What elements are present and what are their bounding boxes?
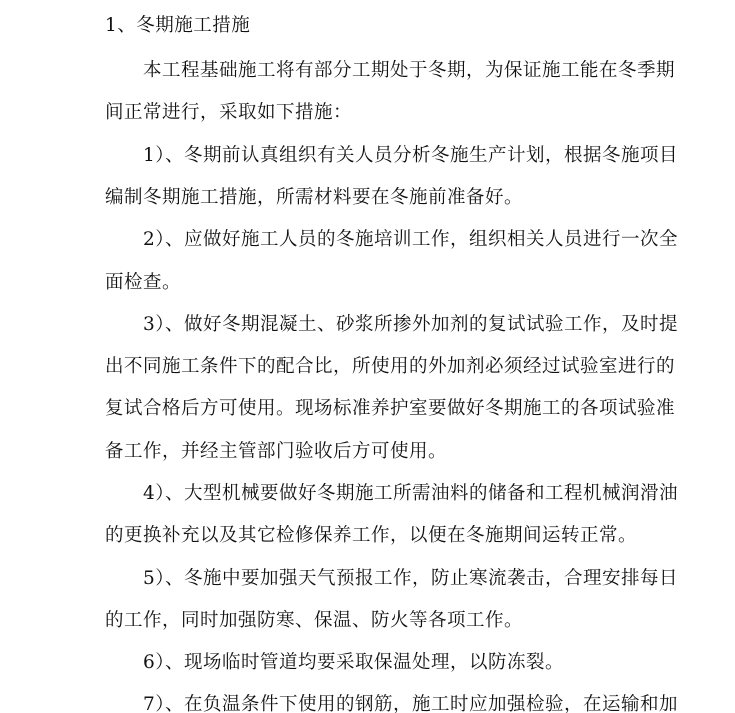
- paragraph-line: 的更换补充以及其它检修保养工作，以便在冬施期间运转正常。: [105, 525, 638, 546]
- paragraph-line: 间正常进行，采取如下措施：: [105, 102, 353, 123]
- paragraph-line: 备工作，并经主管部门验收后方可使用。: [105, 441, 448, 462]
- paragraph-line: 本工程基础施工将有部分工期处于冬期，为保证施工能在冬季期: [143, 60, 676, 81]
- paragraph-line: 6）、现场临时管道均要采取保温处理，以防冻裂。: [143, 652, 565, 673]
- paragraph-line: 5）、冬施中要加强天气预报工作，防止寒流袭击，合理安排每日: [143, 568, 679, 589]
- paragraph-line: 编制冬期施工措施，所需材料要在冬施前准备好。: [105, 187, 524, 208]
- paragraph-line: 面检查。: [105, 272, 182, 293]
- paragraph-line: 7）、在负温条件下使用的钢筋，施工时应加强检验，在运输和加: [143, 694, 679, 713]
- paragraph-line: 的工作，同时加强防寒、保温、防火等各项工作。: [105, 610, 524, 631]
- paragraph-line: 出不同施工条件下的配合比，所使用的外加剂必须经过试验室进行的: [105, 356, 676, 377]
- paragraph-line: 3）、做好冬期混凝土、砂浆所掺外加剂的复试试验工作，及时提: [143, 314, 679, 335]
- paragraph-line: 2）、应做好施工人员的冬施培训工作，组织相关人员进行一次全: [143, 229, 679, 250]
- paragraph-line: 复试合格后方可使用。现场标准养护室要做好冬期施工的各项试验准: [105, 398, 676, 419]
- paragraph-line: 1）、冬期前认真组织有关人员分析冬施生产计划，根据冬施项目: [143, 145, 679, 166]
- section-heading: 1、冬期施工措施: [105, 15, 251, 36]
- paragraph-line: 4）、大型机械要做好冬期施工所需油料的储备和工程机械润滑油: [143, 483, 679, 504]
